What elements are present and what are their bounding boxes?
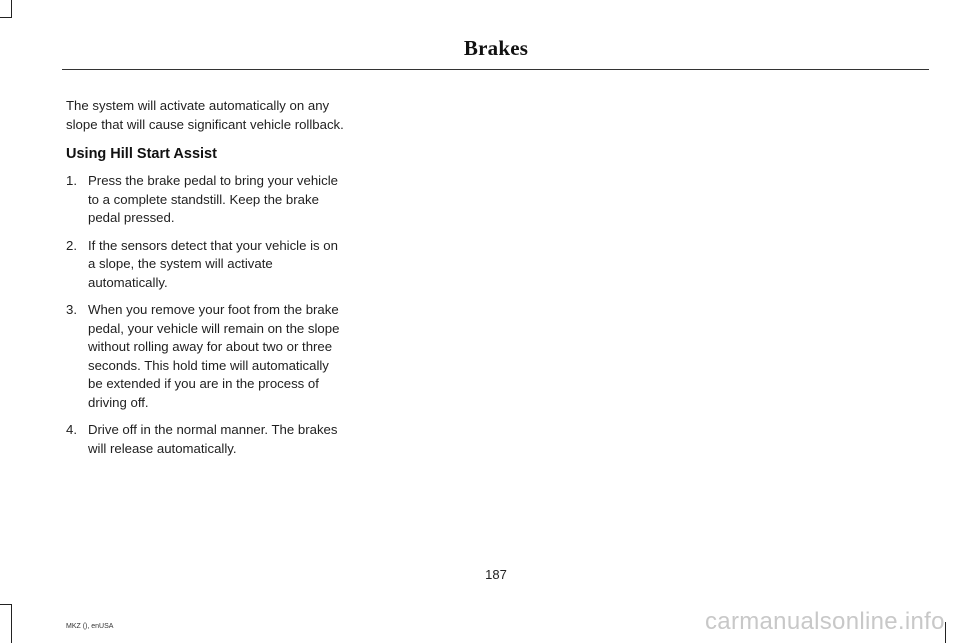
list-item — [66, 421, 346, 458]
crop-mark-bottom-right-vertical — [945, 622, 946, 643]
page-number: 187 — [485, 567, 507, 582]
steps-list — [66, 172, 346, 458]
step-text: If the sensors detect that your vehicle is on a slope, the system will activate automatically. — [88, 237, 338, 290]
step-text: Press the brake pedal to bring your vehicle to a complete standstill. Keep the brake pedal pressed. — [88, 173, 338, 225]
document-code: MKZ (), enUSA — [66, 623, 114, 630]
crop-mark-top-left-vertical — [11, 0, 12, 18]
step-text: Drive off in the normal manner. The brakes will release automatically. — [88, 422, 338, 456]
crop-mark-bottom-left-horizontal — [0, 604, 12, 605]
step-number: 3. — [66, 302, 77, 317]
section-heading: Using Hill Start Assist — [66, 146, 217, 162]
main-content — [66, 97, 346, 467]
step-number: 4. — [66, 422, 77, 437]
header-divider — [62, 69, 929, 70]
list-item — [66, 172, 346, 228]
step-number: 1. — [66, 173, 77, 188]
page-title: Brakes — [463, 36, 529, 60]
intro-paragraph: The system will activate automatically on any slope that will cause significant vehicle rollback. — [66, 98, 344, 132]
watermark-text: carmanualsonline.info — [705, 608, 945, 635]
crop-mark-bottom-left-vertical — [11, 604, 12, 643]
step-number: 2. — [66, 237, 77, 253]
list-item — [66, 237, 346, 293]
step-text: When you remove your foot from the brake pedal, your vehicle will remain on the slope without rolling away for about two or three seconds. This hold time will automatically be extended if you are in the process of driving off. — [88, 302, 340, 410]
list-item — [66, 301, 346, 412]
crop-mark-top-left-horizontal — [0, 17, 12, 18]
